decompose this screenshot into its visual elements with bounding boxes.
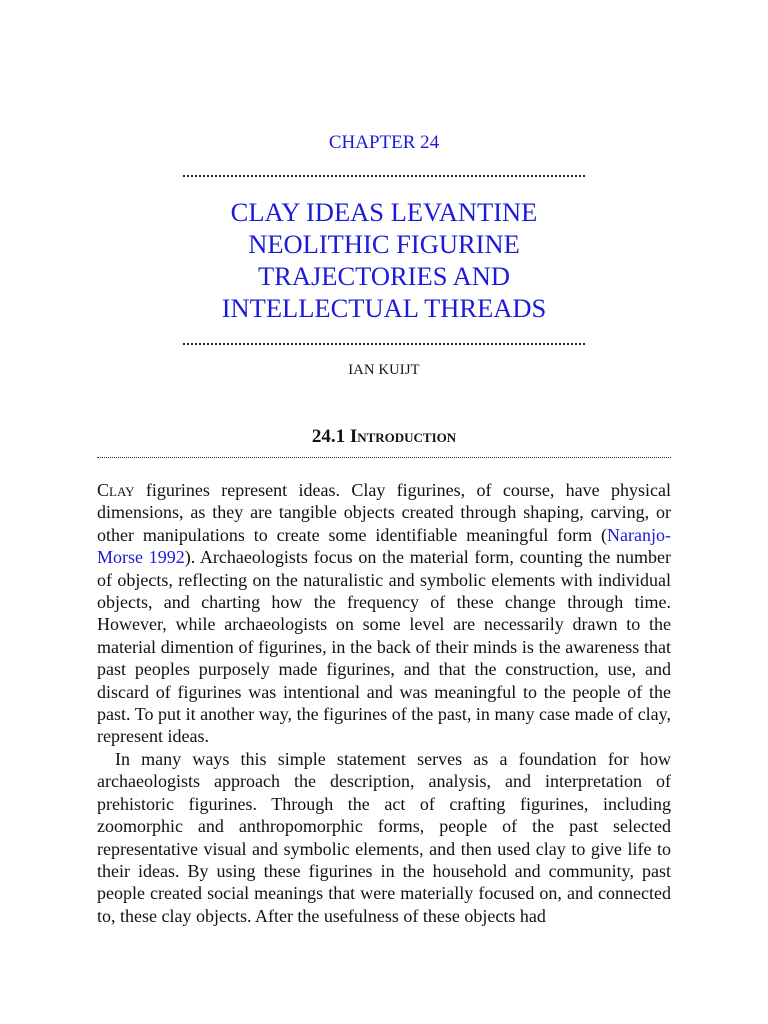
section-title: Introduction [349,426,457,447]
body-text [97,479,671,927]
author-name: IAN KUIJT [348,362,420,378]
paragraph-text: ). Archaeologists focus on the material form, counting the number of objects, reflecting on the naturalistic and symbolic elements with individual objects, and charting how the frequency of these change through time. However, while archaeologists on some level are necessarily drawn to the material dimention of figurines, in the back of their minds is the awareness that past peoples purposely made figurines, and that the construction, use, and discard of figurines was intentional and was meaningful to the people of the past. To put it another way, the figurines of the past, in many case made of clay, represent ideas. [97,547,672,747]
section-number: 24.1 [311,426,346,447]
chapter-title-line: TRAJECTORIES AND [257,261,511,291]
citation-link[interactable]: Naranjo-Morse 1992 [97,524,671,568]
paragraph-2: In many ways this simple statement serves as a foundation for how archaeologists approach the description, analysis, and interpretation of prehistoric figurines. Through the act of crafting figurines, including zoomorphic and anthropomorphic forms, people of the past selected representative visual and symbolic elements, and then used clay to give life to their ideas. By using these figurines in the household and community, past people created social meanings that were materially focused on, and connected to, these clay objects. After the usefulness of these objects had [97,748,671,926]
chapter-label: CHAPTER 24 [328,132,440,153]
section-heading [0,426,768,448]
section-divider [97,457,671,458]
dotted-divider-bottom [183,343,585,345]
paragraph-1 [97,479,671,748]
paragraph-text: figurines represent ideas. Clay figurines, of course, have physical dimensions, as they are tangible objects created through shaping, carving, or other manipulations to create some identifiable meaningful form ( [97,480,671,545]
chapter-title-line: INTELLECTUAL THREADS [221,293,547,323]
chapter-title-line: NEOLITHIC FIGURINE [248,229,520,259]
paragraph-lead-word: Clay [97,480,135,500]
dotted-divider-top [183,175,585,177]
chapter-title-line: CLAY IDEAS LEVANTINE [230,197,538,227]
chapter-title [150,196,618,324]
